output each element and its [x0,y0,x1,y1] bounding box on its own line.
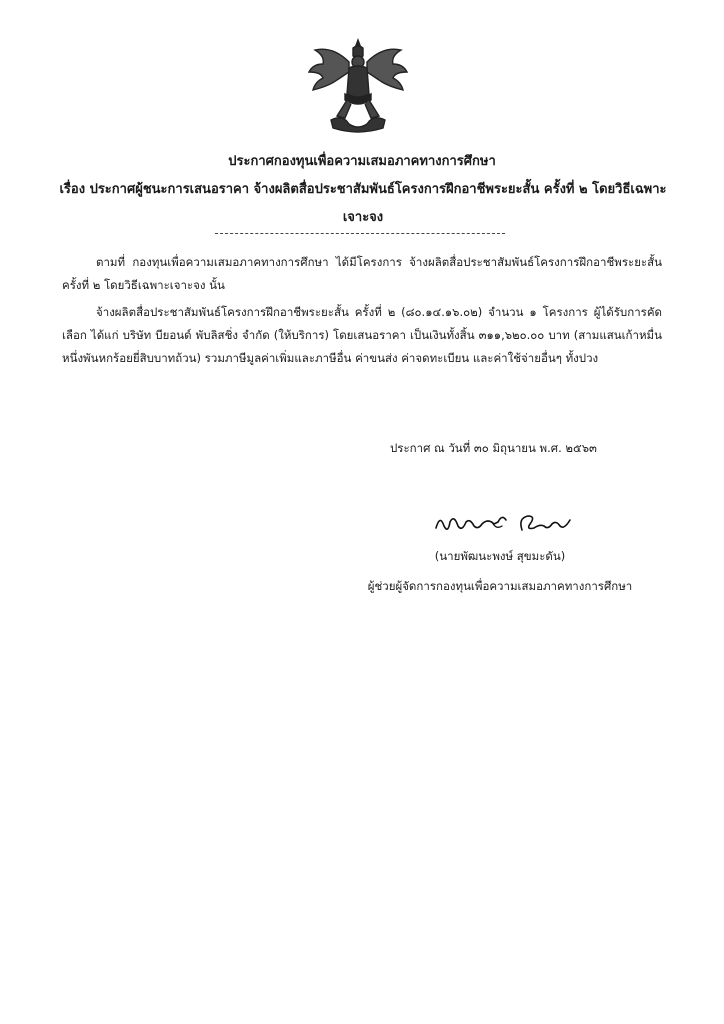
signature-image [432,500,582,540]
garuda-emblem-icon [303,36,413,136]
document-subject: เรื่อง ประกาศผู้ชนะการเสนอราคา จ้างผลิตสื่อประชาสัมพันธ์โครงการฝึกอาชีพระยะสั้น ครั้งที่ ๒ โดยวิธีเฉพาะเจาะจง [59,182,667,225]
paragraph-award: จ้างผลิตสื่อประชาสัมพันธ์โครงการฝึกอาชีพระยะสั้น ครั้งที่ ๒ (๘๐.๑๔.๑๖.๐๒) จำนวน ๑ โครงการ ผู้ได้รับการคัดเลือก ได้แก่ บริษัท บียอนด์ พับลิสชิ่ง จำกัด (ให้บริการ) โดยเสนอราคา เป็นเงินทั้งสิ้น ๓๑๑,๖๒๐.๐๐ บาท (สามแสนเก้าหมื่นหนึ่งพันหกร้อยยี่สิบบาทถ้วน) รวมภาษีมูลค่าเพิ่มและภาษีอื่น ค่าขนส่ง ค่าจดทะเบียน และค่าใช้จ่ายอื่นๆ ทั้งปวง [62,305,662,365]
signer-title: ผู้ช่วยผู้จัดการกองทุนเพื่อความเสมอภาคทางการศึกษา [367,579,633,593]
document-header-title: ประกาศกองทุนเพื่อความเสมอภาคทางการศึกษา [228,154,496,169]
announce-date: ประกาศ ณ วันที่ ๓๐ มิถุนายน พ.ศ. ๒๕๖๓ [390,441,597,455]
signer-name: (นายพัฒนะพงษ์ สุขมะดัน) [434,549,566,563]
divider [215,233,505,234]
paragraph-intro: ตามที่ กองทุนเพื่อความเสมอภาคทางการศึกษา ได้มีโครงการ จ้างผลิตสื่อประชาสัมพันธ์โครงการฝึกอาชีพระยะสั้น ครั้งที่ ๒ โดยวิธีเฉพาะเจาะจง นั้น [62,255,662,292]
